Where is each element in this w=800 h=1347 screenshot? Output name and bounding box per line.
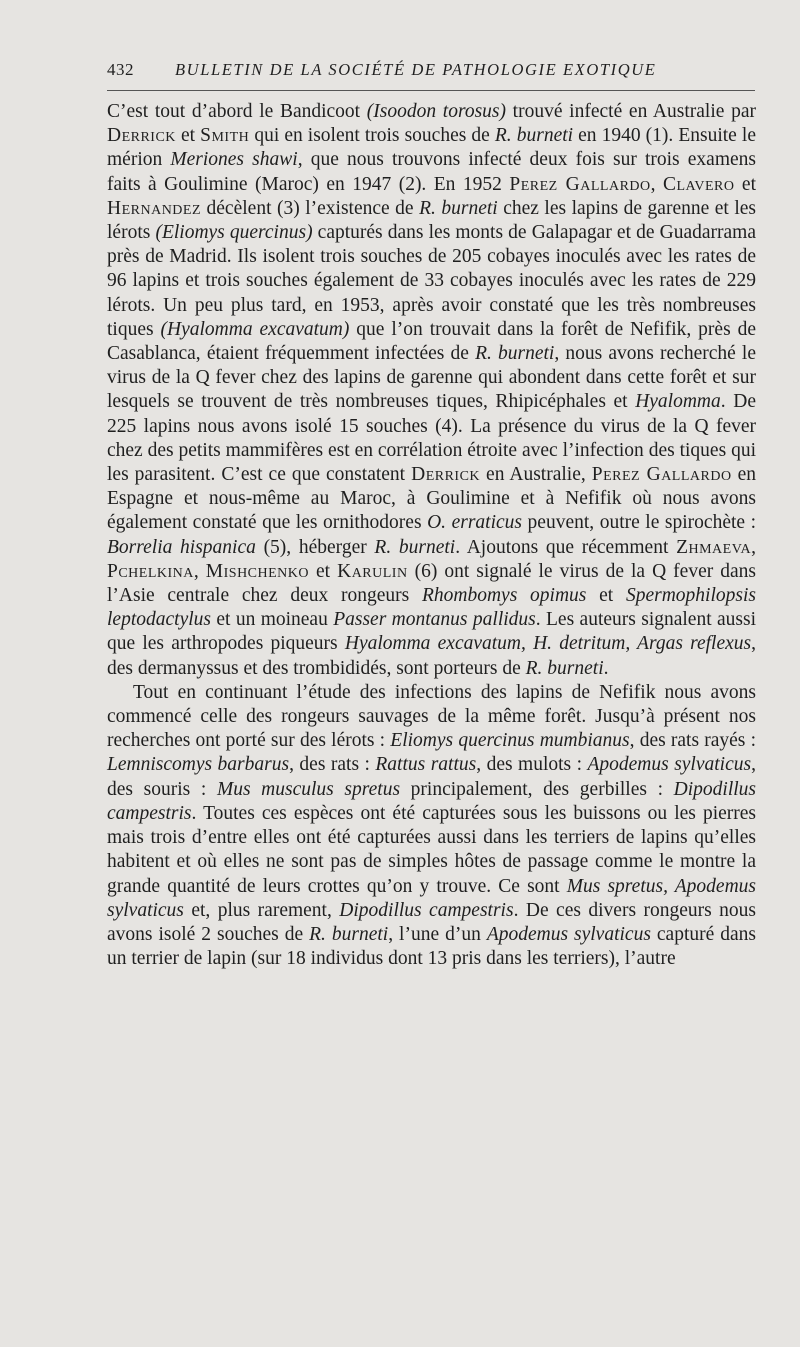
species-name: O. erraticus xyxy=(427,512,523,534)
text-run: en 1940 (1). Ensuite le mérion xyxy=(107,125,756,171)
text-run: et xyxy=(175,125,201,147)
text-run: trouvé infecté en Australie par xyxy=(506,101,756,122)
species-name: Rhombomys opimus xyxy=(421,585,587,607)
text-run: (6) ont signalé le virus de la Q fever dans l’Asie centrale chez deux rongeurs xyxy=(107,560,756,607)
text-run: . Ajoutons que récemment xyxy=(455,536,677,558)
text-run: , des souris : xyxy=(107,754,756,800)
text-run: décèlent (3) l’existence de xyxy=(201,197,420,219)
species-name: R. burneti xyxy=(309,923,389,945)
author-name: Smith xyxy=(200,125,250,147)
species-name: R. burneti xyxy=(525,657,604,679)
species-name: (Hyalomma excavatum) xyxy=(160,318,350,340)
author-name: Pchelkina xyxy=(107,560,194,582)
author-name: Derrick xyxy=(411,464,481,486)
author-name: Derrick xyxy=(107,125,176,147)
species-name: Hyalomma xyxy=(635,391,721,413)
author-name: Clavero xyxy=(662,173,735,195)
text-run: et xyxy=(586,585,626,607)
page-number: 432 xyxy=(107,60,134,79)
text-run: . Toutes ces espèces ont été capturées sous les buissons ou les pierres mais trois d’entre elles ont été capturées aussi dans les terriers de lapins qu’elles habitent et où elles ne sont pas de simples hôtes de passage comme le montre la grande quantité de leurs crottes qu’on y trouve. Ce sont xyxy=(107,802,756,897)
species-name: Apodemus sylvaticus xyxy=(587,754,752,776)
species-name: Dipodillus campestris xyxy=(107,778,757,824)
species-name: Mus spretus, Apodemus sylvaticus xyxy=(107,875,756,921)
species-name: Apodemus sylvaticus xyxy=(486,923,651,945)
species-name: Rattus rattus xyxy=(375,754,477,776)
text-run: . xyxy=(603,657,609,679)
author-name: Perez Gallardo xyxy=(591,464,732,486)
text-run: en Australie, xyxy=(480,464,592,486)
paragraph-2 xyxy=(107,681,756,971)
text-run: que l’on trouvait dans la forêt de Nefifik, près de Casablanca, étaient fréquemment infectées de xyxy=(107,318,756,365)
species-name: (Isoodon torosus) xyxy=(366,101,506,122)
text-run: , des rats rayés : xyxy=(629,730,756,752)
species-name: R. burneti xyxy=(475,343,555,365)
text-run: Tout en continuant l’étude des infections des lapins de Nefifik nous avons commencé celle des rongeurs sauvages de la même forêt. Jusqu’à présent nos recherches ont porté sur des lérots : xyxy=(107,681,756,752)
text-run: , xyxy=(193,560,206,582)
text-run: . De ces divers rongeurs nous avons isolé 2 souches de xyxy=(107,899,756,945)
species-name: Lemniscomys barbarus xyxy=(107,754,290,776)
species-name: Mus musculus spretus xyxy=(216,778,401,800)
text-run: , nous avons recherché le virus de la Q fever chez des lapins de garenne qui abondent dans cette forêt et sur lesquels se trouvent de très nombreuses tiques, Rhipicéphales et xyxy=(107,343,757,413)
species-name: R. burneti xyxy=(419,197,498,219)
species-name: Borrelia hispanica xyxy=(107,536,256,558)
text-run: , l’une d’un xyxy=(388,923,487,945)
text-run: peuvent, outre le spirochète : xyxy=(522,512,756,534)
author-name: Zhmaeva xyxy=(676,536,752,558)
text-run: et xyxy=(734,173,756,195)
text-run: , que nous trouvons infecté deux fois sur trois examens faits à Goulimine (Maroc) en 1947 (2). En 1952 xyxy=(107,149,756,195)
text-run: , des rats : xyxy=(289,754,376,776)
species-name: R. burneti xyxy=(374,536,456,558)
text-run: (5), héberger xyxy=(255,536,375,558)
author-name: Karulin xyxy=(337,560,408,582)
text-run: capturés dans les monts de Galapagar et de Guadarrama près de Madrid. Ils isolent trois souches de 205 cobayes inoculés avec les rates de 96 lapins et trois souches également de 33 cobayes inoculés avec les rates de 229 lérots. Un peu plus tard, en 1953, après avoir constaté que les très nombreuses tiques xyxy=(107,222,756,340)
text-run: principalement, des gerbilles : xyxy=(400,778,674,800)
page-header xyxy=(107,58,755,91)
text-run: chez les lapins de garenne et les lérots xyxy=(107,197,756,244)
species-name: Passer montanus pallidus xyxy=(333,609,536,631)
text-run: , xyxy=(751,536,756,558)
body-text xyxy=(107,100,756,971)
paragraph-1 xyxy=(107,100,756,681)
species-name: Meriones shawi xyxy=(170,149,298,171)
text-run: , xyxy=(650,173,663,195)
species-name: R. burneti xyxy=(494,125,574,147)
species-name: (Eliomys quercinus) xyxy=(155,222,313,244)
text-run: en Espagne et nous-même au Maroc, à Goulimine et à Nefifik où nous avons également constaté que les ornithodores xyxy=(107,464,757,534)
text-run: et xyxy=(309,560,338,582)
text-run: et un moineau xyxy=(210,609,334,631)
author-name: Hernandez xyxy=(107,197,202,219)
author-name: Perez Gallardo xyxy=(509,173,651,195)
species-name: Eliomys quercinus mumbianus xyxy=(390,730,630,752)
species-name: Hyalomma excavatum, H. detritum, Argas reflexus xyxy=(344,633,752,655)
text-run: qui en isolent trois souches de xyxy=(249,125,495,147)
species-name: Spermophilopsis leptodactylus xyxy=(107,585,756,631)
text-run: C’est tout d’abord le Bandicoot xyxy=(107,101,367,122)
species-name: Dipodillus campestris xyxy=(339,899,514,921)
text-run: , des dermanyssus et des trombididés, sont porteurs de xyxy=(107,633,757,679)
text-run: et, plus rarement, xyxy=(183,899,340,921)
text-run: , des mulots : xyxy=(476,754,588,776)
author-name: Mishchenko xyxy=(205,560,310,582)
running-title: BULLETIN DE LA SOCIÉTÉ DE PATHOLOGIE EXOTIQUE xyxy=(175,60,657,79)
text-run: capturé dans un terrier de lapin (sur 18 individus dont 13 pris dans les terriers), l’autre xyxy=(107,923,756,970)
text-run: . De 225 lapins nous avons isolé 15 souches (4). La présence du virus de la Q fever chez des petits mammifères est en corrélation étroite avec l’infection des tiques qui les parasitent. C’est ce que constatent xyxy=(107,391,756,486)
text-run: . Les auteurs signalent aussi que les arthropodes piqueurs xyxy=(107,609,757,655)
